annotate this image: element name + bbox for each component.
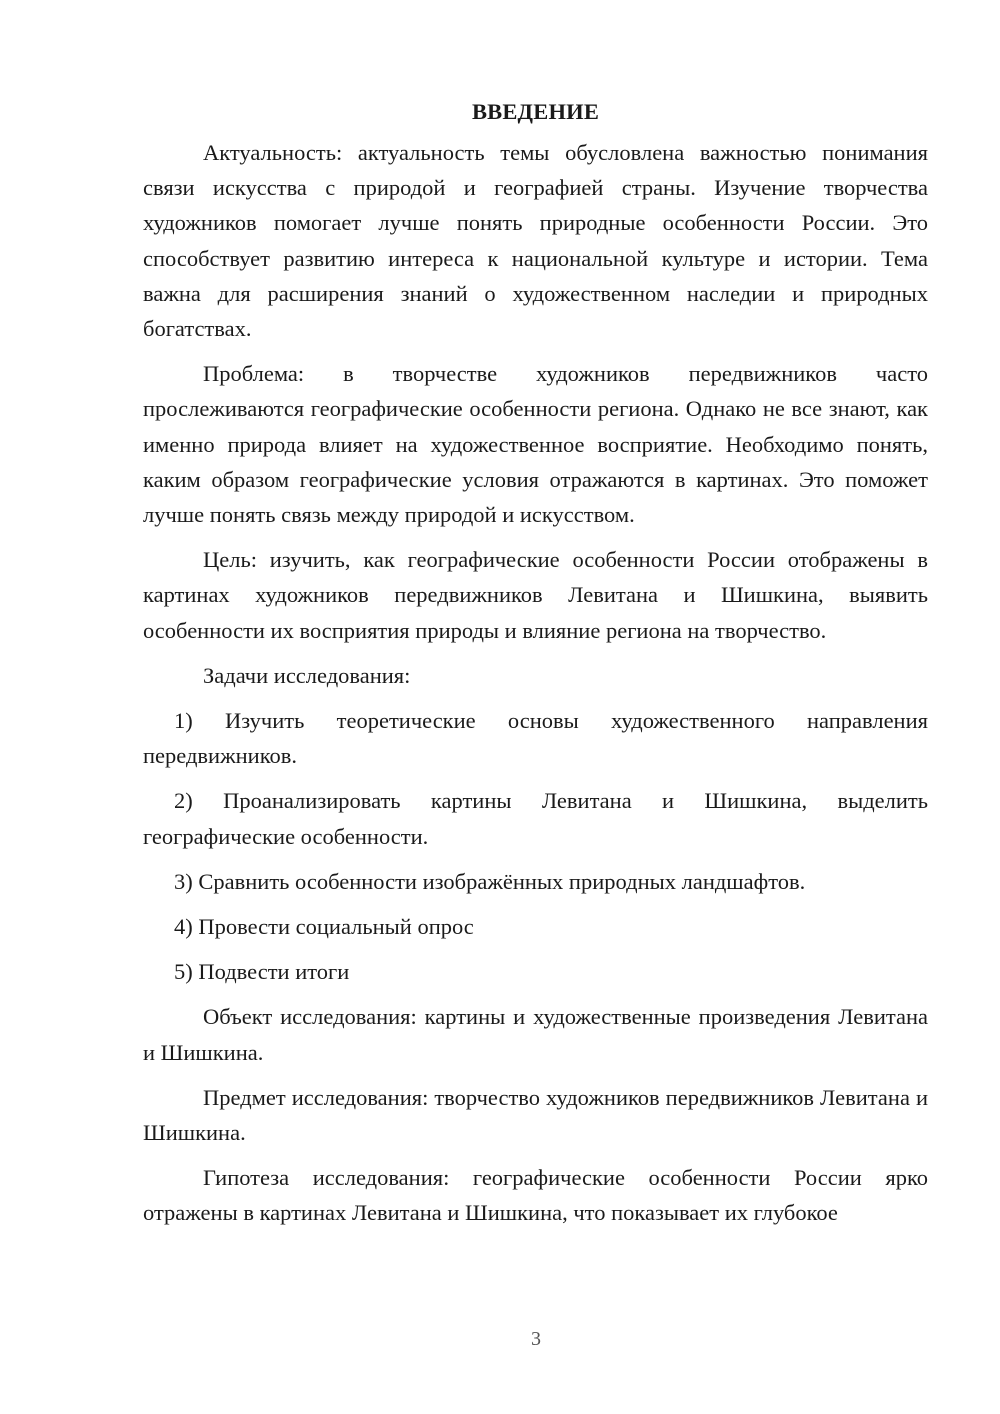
paragraph-object: Объект исследования: картины и художественные произведения Левитана и Шишкина. bbox=[143, 1004, 928, 1065]
paragraph-hypothesis: Гипотеза исследования: географические особенности России ярко отражены в картинах Левитана и Шишкина, что показывает их глубокое bbox=[143, 1165, 928, 1226]
paragraph-goal: Цель: изучить, как географические особенности России отображены в картинах художников передвижников Левитана и Шишкина, выявить особенности их восприятия природы и влияние региона на творчество. bbox=[143, 547, 928, 643]
page-number: 3 bbox=[531, 1328, 541, 1350]
tasks-heading: Задачи исследования: bbox=[203, 662, 411, 688]
task-item-2: 2) Проанализировать картины Левитана и Шишкина, выделить географические особенности. bbox=[143, 788, 928, 849]
task-item-4: 4) Провести социальный опрос bbox=[174, 914, 474, 940]
paragraph-relevance: Актуальность: актуальность темы обусловлена важностью понимания связи искусства с природой и географией страны. Изучение творчества художников помогает лучше понять природные особенности России. Это способствует развитию интереса к национальной культуре и истории. Тема важна для расширения знаний о художественном наследии и природных богатствах. bbox=[143, 140, 928, 342]
task-item-3: 3) Сравнить особенности изображённых природных ландшафтов. bbox=[174, 868, 806, 894]
paragraph-problem: Проблема: в творчестве художников передвижников часто прослеживаются географические особенности региона. Однако не все знают, как именно природа влияет на художественное восприятие. Необходимо понять, каким образом географические условия отражаются в картинах. Это поможет лучше понять связь между природой и искусством. bbox=[143, 361, 928, 528]
page-content bbox=[143, 94, 928, 1241]
task-item-1: 1) Изучить теоретические основы художественного направления передвижников. bbox=[143, 708, 928, 769]
page-title: ВВЕДЕНИЕ bbox=[471, 99, 600, 124]
task-item-5: 5) Подвести итоги bbox=[174, 959, 350, 985]
paragraph-subject: Предмет исследования: творчество художников передвижников Левитана и Шишкина. bbox=[143, 1084, 928, 1146]
